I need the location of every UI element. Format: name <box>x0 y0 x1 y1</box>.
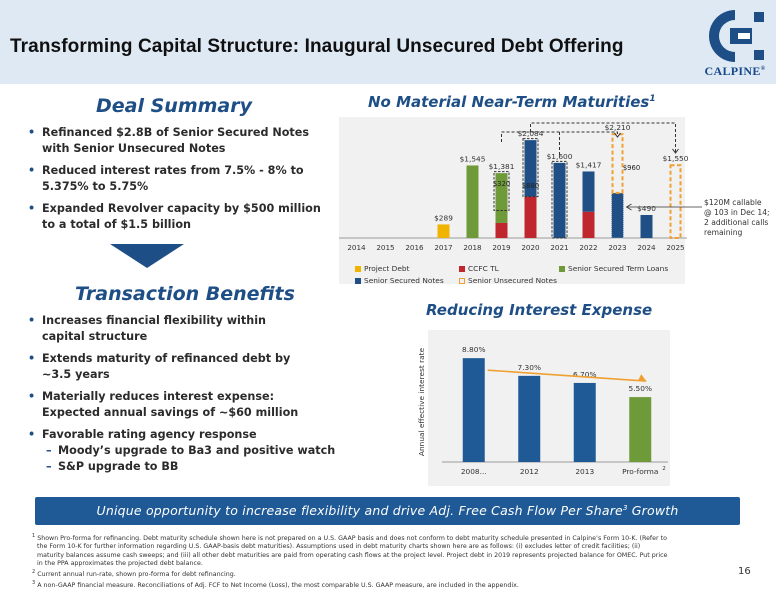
tick-superscript: 2 <box>662 466 666 472</box>
inner-data-label: $960 <box>622 164 641 172</box>
list-item: • Increases financial flexibility within capital structure <box>26 313 346 345</box>
logo-wordmark: CALPINE® <box>704 64 766 78</box>
bar-senior-secured-term-loans-2018 <box>467 165 479 238</box>
data-label: 7.30% <box>517 362 541 372</box>
page-title: Transforming Capital Structure: Inaugural Unsecured Debt Offering <box>10 36 624 57</box>
calpine-logo <box>700 6 770 82</box>
bar-pro-forma <box>629 397 651 462</box>
footnote-line: maturity balances assume cash sweeps; and (iii) all other debt maturities are paid from operating cash flows at the project level. Project debt in 2019 represents projected balance for OMEC. Put price <box>37 551 668 559</box>
list-item: • Reduced interest rates from 7.5% - 8% to 5.375% to 5.75% <box>26 163 336 195</box>
footnotes <box>32 532 732 591</box>
data-label: $1,550 <box>662 154 689 164</box>
footnote-line: $^2$ Current annual run-rate, shown pro-forma for debt refinancing. <box>32 568 236 578</box>
x-tick-label: 2018 <box>463 243 482 252</box>
transaction-benefits-heading: Transaction Benefits <box>75 283 295 305</box>
bar-senior-secured-notes-2021 <box>554 163 566 238</box>
footnote-line: the Form 10-K for further information regarding U.S. GAAP-basis debt maturities). Assumptions used in debt maturity charts shown here are as follows: (i) excludes letter of credit facilities; (ii) <box>37 543 641 551</box>
data-label: 6.70% <box>573 369 597 379</box>
footnote-line: in the PPA approximates the projected debt balance. <box>37 559 203 567</box>
arrowhead-icon <box>638 374 646 381</box>
list-item: – S&P upgrade to BB <box>42 459 346 475</box>
x-tick-label: 2008... <box>460 467 487 476</box>
x-tick-label: 2014 <box>347 243 366 252</box>
data-label: $1,381 <box>488 162 515 172</box>
highlight-banner <box>35 497 740 525</box>
bar-senior-secured-notes-2023 <box>612 193 624 238</box>
x-tick-label: 2012 <box>519 467 539 476</box>
x-tick-label: 2015 <box>376 243 395 252</box>
legend-swatch <box>355 266 361 272</box>
bar-senior-secured-notes-2022 <box>583 171 595 211</box>
data-label: $490 <box>637 203 656 213</box>
x-tick-label: 2019 <box>492 243 511 252</box>
legend-item: Senior Secured Notes <box>355 276 444 285</box>
rating-sub-list <box>42 443 346 475</box>
bar-senior-secured-notes-2024 <box>641 215 653 238</box>
deal-summary-heading: Deal Summary <box>96 95 252 117</box>
y-axis-label: Annual effective interest rate <box>417 347 426 457</box>
legend-item: Senior Unsecured Notes <box>459 276 557 285</box>
down-arrow-icon <box>110 244 184 268</box>
list-item: • Materially reduces interest expense: Expected annual savings of ~$60 million <box>26 389 346 421</box>
calpine-c-icon <box>700 6 770 66</box>
legend-swatch <box>559 266 565 272</box>
maturities-heading: No Material Near-Term Maturities$^1$ <box>368 93 656 111</box>
legend-swatch <box>459 266 465 272</box>
bar-project-debt-2017 <box>438 224 450 238</box>
bar-2013 <box>574 383 596 462</box>
bar-ccfc-tl-2022 <box>583 212 595 238</box>
callable-callout: $120M callable @ 103 in Dec 14; 2 additional calls remaining <box>704 198 770 237</box>
bar-senior-unsecured-notes-2025 <box>671 165 681 238</box>
bar-senior-unsecured-notes-2023 <box>613 134 623 193</box>
bar-ccfc-tl-2020 <box>525 197 537 238</box>
x-tick-label: 2024 <box>637 243 656 252</box>
data-label: 8.80% <box>462 345 486 355</box>
banner-text: Unique opportunity to increase flexibility and drive Adj. Free Cash Flow Per Share$^3$ Growth <box>96 503 679 518</box>
data-label: $2,084 <box>517 129 544 139</box>
transaction-benefits-list <box>26 313 346 481</box>
x-tick-label: Pro-forma <box>622 467 659 476</box>
list-item: • Favorable rating agency response – Moody’s upgrade to Ba3 and positive watch – S&P upgrade to BB <box>26 427 346 475</box>
legend-swatch <box>355 278 361 284</box>
data-label: 5.50% <box>628 384 652 394</box>
data-label: $1,600 <box>546 151 573 161</box>
footnote-line: $^3$ A non-GAAP financial measure. Reconciliations of Adj. FCF to Net Income (Loss), the most comparable U.S. GAAP measure, are included in the appendix. <box>32 580 519 590</box>
legend-item: Project Debt <box>355 264 409 273</box>
bar-2008- <box>463 358 485 462</box>
interest-chart <box>410 330 680 494</box>
maturities-legend <box>355 264 685 288</box>
header-bar <box>0 0 776 84</box>
list-item: • Extends maturity of refinanced debt by ~3.5 years <box>26 351 346 383</box>
x-tick-label: 2025 <box>666 243 685 252</box>
x-tick-label: 2021 <box>550 243 569 252</box>
footnote-line: $^1$ Shown Pro-forma for refinancing. Debt maturity schedule shown here is not prepared on a U.S. GAAP basis and does not conform to debt maturity schedule presented in Calpine’s Form 10-K. (Refer to <box>32 533 667 543</box>
bar-2012 <box>518 376 540 462</box>
data-label: $2,210 <box>604 123 631 133</box>
refinance-arrow <box>531 123 676 153</box>
bar-ccfc-tl-2019 <box>496 223 508 238</box>
x-tick-label: 2023 <box>608 243 627 252</box>
interest-heading: Reducing Interest Expense <box>426 301 653 319</box>
x-tick-label: 2020 <box>521 243 540 252</box>
list-item: • Refinanced $2.8B of Senior Secured Notes with Senior Unsecured Notes <box>26 125 336 157</box>
x-tick-label: 2017 <box>434 243 453 252</box>
x-tick-label: 2013 <box>575 467 595 476</box>
inner-data-label: $320 <box>492 180 511 188</box>
deal-summary-list <box>26 125 336 239</box>
list-item: • Expanded Revolver capacity by $500 million to a total of $1.5 billion <box>26 201 336 233</box>
page-number: 16 <box>738 566 751 577</box>
list-item: – Moody’s upgrade to Ba3 and positive watch <box>42 443 346 459</box>
inner-data-label: $880 <box>521 182 540 190</box>
legend-item: CCFC TL <box>459 264 499 273</box>
data-label: $289 <box>434 213 453 223</box>
data-label: $1,417 <box>575 160 602 170</box>
legend-swatch <box>459 278 465 284</box>
trend-arrow <box>488 370 647 381</box>
data-label: $1,545 <box>459 154 486 164</box>
x-tick-label: 2016 <box>405 243 424 252</box>
legend-item: Senior Secured Term Loans <box>559 264 668 273</box>
x-tick-label: 2022 <box>579 243 598 252</box>
